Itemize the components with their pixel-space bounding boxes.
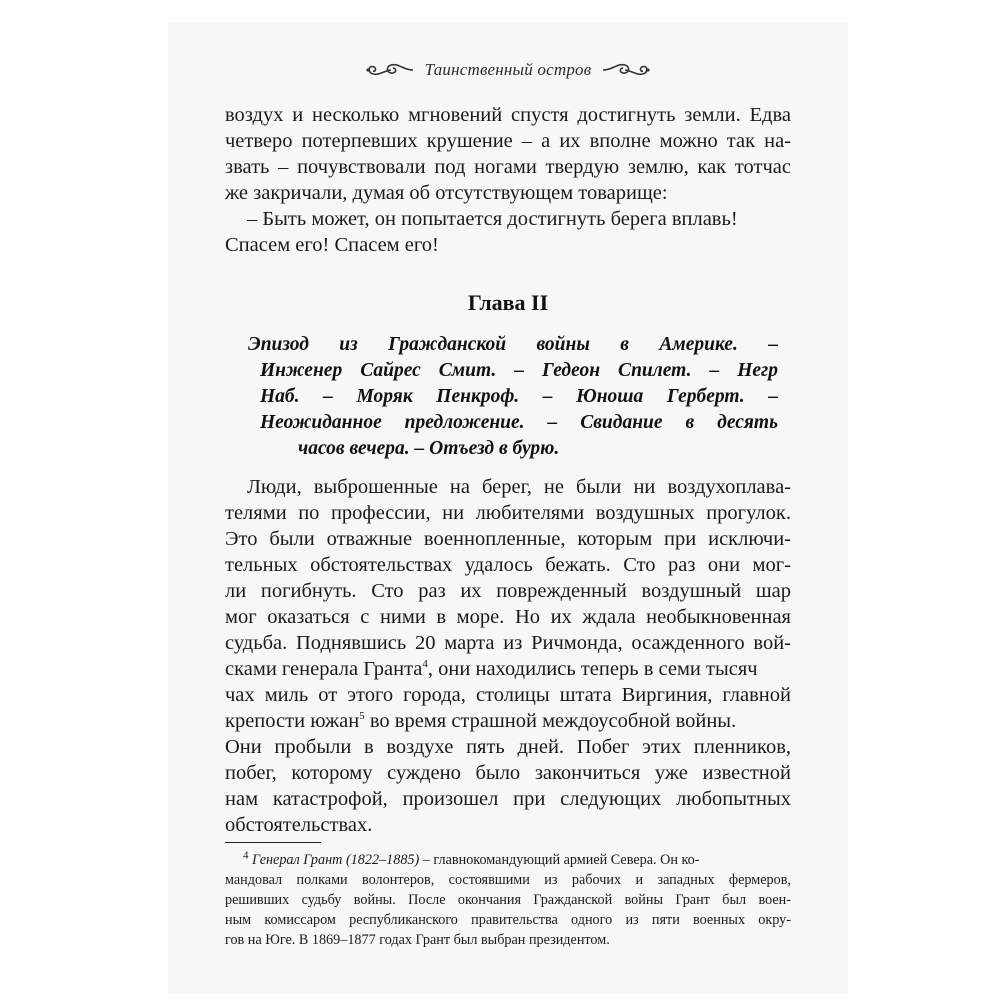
text-line: ли погибнуть. Сто раз их поврежденный воздушный шар bbox=[225, 580, 791, 602]
footnote-4-line: мандовал полками волонтеров, состоявшими из рабочих и западных фермеров, bbox=[225, 872, 791, 888]
book-page bbox=[168, 22, 848, 994]
footnote-4-line: решивших судьбу войны. После окончания Гражданской войны Грант был воен- bbox=[225, 892, 791, 908]
text-line: Они пробыли в воздухе пять дней. Побег этих пленников, bbox=[225, 736, 791, 758]
text-line: телями по профессии, ни любителями воздушных прогулок. bbox=[225, 502, 791, 524]
footnote-rule bbox=[225, 842, 321, 843]
text-line: судьба. Поднявшись 20 марта из Ричмонда, осажденного вой- bbox=[225, 632, 791, 654]
text-line: же закричали, думая об отсутствующем товарище: bbox=[225, 182, 668, 204]
text-line bbox=[225, 656, 791, 682]
text-line: Люди, выброшенные на берег, не были ни воздухоплава- bbox=[247, 476, 791, 498]
text-fragment: сками генерала Гранта bbox=[225, 658, 423, 680]
footnote-marker: 4 bbox=[243, 849, 249, 862]
footnote-4-line: ным комиссаром республиканского правительства одного из пяти военных окру- bbox=[225, 912, 791, 928]
chapter-summary-line: Неожиданное предложение. – Свидание в десять bbox=[260, 412, 778, 433]
chapter-title: Глава II bbox=[467, 290, 549, 315]
text-fragment: крепости южан bbox=[225, 710, 360, 732]
text-line: звать – почувствовали под ногами твердую землю, как тотчас bbox=[225, 156, 791, 178]
chapter-summary-line: часов вечера. – Отъезд в бурю. bbox=[298, 438, 560, 459]
left-ornament-icon bbox=[365, 59, 415, 81]
text-line: мог оказаться с ними в море. Но их ждала необыкновенная bbox=[225, 606, 791, 628]
text-fragment: , они находились теперь в семи тысяч bbox=[427, 658, 758, 680]
footnote-ref-5[interactable]: 5 bbox=[359, 710, 365, 723]
text-line: четверо потерпевших крушение – а их вполне можно так на- bbox=[225, 130, 791, 152]
text-line: чах миль от этого города, столицы штата Виргиния, главной bbox=[225, 684, 791, 706]
footnote-text: – главнокомандующий армией Севера. Он ко- bbox=[419, 852, 700, 868]
right-ornament-icon bbox=[601, 59, 651, 81]
text-line: обстоятельствах. bbox=[225, 814, 373, 836]
text-line bbox=[225, 708, 791, 734]
text-fragment: во время страшной междоусобной войны. bbox=[364, 710, 737, 732]
text-line: тельных обстоятельствах удалось бежать. Сто раз они мог- bbox=[225, 554, 791, 576]
footnote-4-line bbox=[225, 850, 791, 870]
footnote-ref-4[interactable]: 4 bbox=[422, 658, 428, 671]
text-line: побег, которому суждено было закончиться уже известной bbox=[225, 762, 791, 784]
running-header bbox=[168, 50, 848, 90]
text-line: нам катастрофой, произошел при следующих любопытных bbox=[225, 788, 791, 810]
running-header-title: Таинственный остров bbox=[424, 60, 592, 79]
text-line: Спасем его! Спасем его! bbox=[225, 234, 439, 256]
text-line: Это были отважные военнопленные, которым при исключи- bbox=[225, 528, 791, 550]
chapter-summary-line: Эпизод из Гражданской войны в Америке. – bbox=[248, 334, 778, 355]
footnote-term: Генерал Грант (1822–1885) bbox=[252, 852, 420, 868]
chapter-summary-line: Наб. – Моряк Пенкроф. – Юноша Герберт. – bbox=[260, 386, 778, 407]
chapter-summary-line: Инженер Сайрес Смит. – Гедеон Спилет. – Негр bbox=[260, 360, 778, 381]
text-line: воздух и несколько мгновений спустя достигнуть земли. Едва bbox=[225, 104, 791, 126]
footnote-4-line: гов на Юге. В 1869–1877 годах Грант был выбран президентом. bbox=[225, 932, 610, 948]
text-line: – Быть может, он попытается достигнуть берега вплавь! bbox=[247, 208, 738, 230]
